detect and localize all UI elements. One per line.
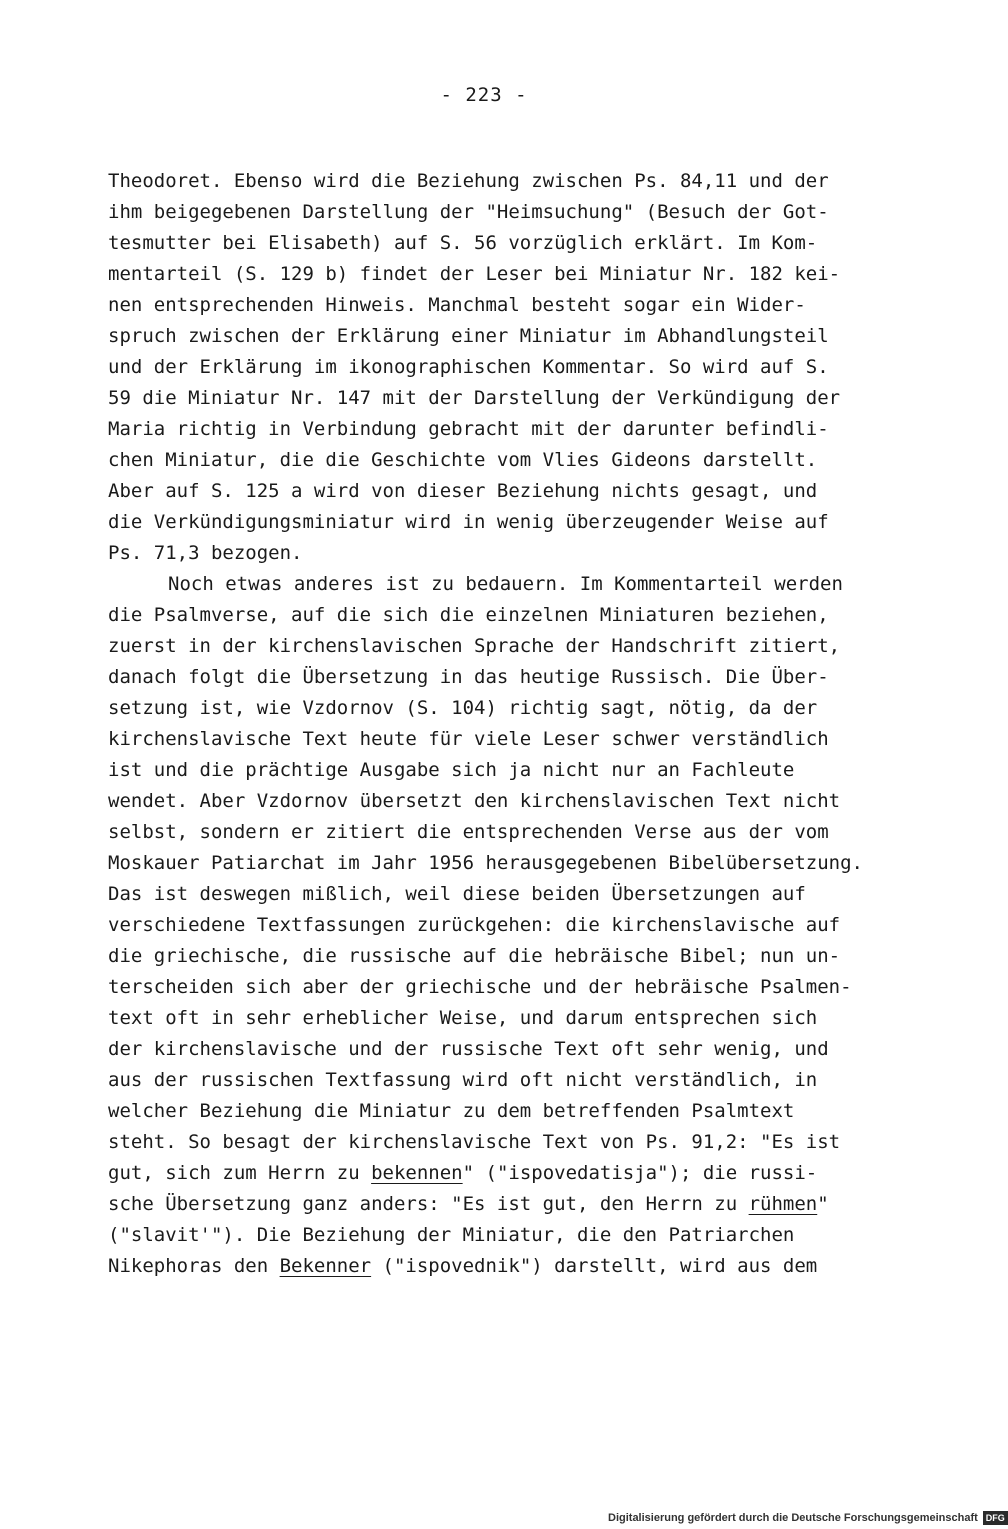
- underlined-word-bekenner: Bekenner: [279, 1255, 372, 1277]
- text-line-22: selbst, sondern er zitiert die entsprechenden Verse aus der vom: [108, 821, 829, 843]
- text-line-20: ist und die prächtige Ausgabe sich ja nicht nur an Fachleute: [108, 759, 795, 781]
- underlined-word-ruehmen: rühmen: [748, 1193, 818, 1215]
- text-line-30: aus der russischen Textfassung wird oft nicht verständlich, in: [108, 1069, 818, 1091]
- text-line-16: zuerst in der kirchenslavischen Sprache der Handschrift zitiert,: [108, 635, 841, 657]
- text-segment: ": [817, 1193, 829, 1215]
- text-line-35: ("slavit'"). Die Beziehung der Miniatur, die den Patriarchen: [108, 1224, 795, 1246]
- text-line-26: die griechische, die russische auf die hebräische Bibel; nun un-: [108, 945, 841, 967]
- dfg-logo-icon: DFG: [983, 1511, 1008, 1525]
- text-line-31: welcher Beziehung die Miniatur zu dem betreffenden Psalmtext: [108, 1100, 795, 1122]
- body-text: [108, 166, 908, 1282]
- text-line-25: verschiedene Textfassungen zurückgehen: die kirchenslavische auf: [108, 914, 841, 936]
- text-line-8: 59 die Miniatur Nr. 147 mit der Darstellung der Verkündigung der: [108, 387, 841, 409]
- text-line-2: ihm beigegebenen Darstellung der "Heimsuchung" (Besuch der Got-: [108, 201, 829, 223]
- text-line-11: Aber auf S. 125 a wird von dieser Beziehung nichts gesagt, und: [108, 480, 818, 502]
- text-line-9: Maria richtig in Verbindung gebracht mit der darunter befindli-: [108, 418, 829, 440]
- text-line-13: Ps. 71,3 bezogen.: [108, 542, 303, 564]
- text-line-23: Moskauer Patiarchat im Jahr 1956 herausgegebenen Bibelübersetzung.: [108, 852, 863, 874]
- text-line-21: wendet. Aber Vzdornov übersetzt den kirchenslavischen Text nicht: [108, 790, 841, 812]
- text-line-27: terscheiden sich aber der griechische und der hebräische Psalmen-: [108, 976, 852, 998]
- text-line-19: kirchenslavische Text heute für viele Leser schwer verständlich: [108, 728, 829, 750]
- text-segment: gut, sich zum Herrn zu: [108, 1162, 372, 1184]
- text-line-33: [108, 1158, 908, 1189]
- text-line-17: danach folgt die Übersetzung in das heutige Russisch. Die Über-: [108, 666, 829, 688]
- text-line-3: tesmutter bei Elisabeth) auf S. 56 vorzüglich erklärt. Im Kom-: [108, 232, 818, 254]
- text-line-32: steht. So besagt der kirchenslavische Text von Ps. 91,2: "Es ist: [108, 1131, 841, 1153]
- text-line-18: setzung ist, wie Vzdornov (S. 104) richtig sagt, nötig, da der: [108, 697, 818, 719]
- text-line-34: [108, 1189, 908, 1220]
- text-segment: " ("ispovedatisja"); die russi-: [462, 1162, 818, 1184]
- text-segment: sche Übersetzung ganz anders: "Es ist gut, den Herrn zu: [108, 1193, 749, 1215]
- footer-text: Digitalisierung gefördert durch die Deutsche Forschungsgemeinschaft: [608, 1512, 978, 1524]
- text-line-7: und der Erklärung im ikonographischen Kommentar. So wird auf S.: [108, 356, 829, 378]
- text-line-29: der kirchenslavische und der russische Text oft sehr wenig, und: [108, 1038, 829, 1060]
- text-line-15: die Psalmverse, auf die sich die einzelnen Miniaturen beziehen,: [108, 604, 829, 626]
- text-line-4: mentarteil (S. 129 b) findet der Leser bei Miniatur Nr. 182 kei-: [108, 263, 841, 285]
- text-line-24: Das ist deswegen mißlich, weil diese beiden Übersetzungen auf: [108, 883, 806, 905]
- text-segment: Nikephoras den: [108, 1255, 280, 1277]
- digitization-footer: [608, 1510, 1008, 1526]
- page-number: - 223 -: [440, 84, 528, 106]
- text-line-5: nen entsprechenden Hinweis. Manchmal besteht sogar ein Wider-: [108, 294, 806, 316]
- text-line-36: [108, 1251, 908, 1282]
- text-line-28: text oft in sehr erheblicher Weise, und darum entsprechen sich: [108, 1007, 818, 1029]
- text-line-6: spruch zwischen der Erklärung einer Miniatur im Abhandlungsteil: [108, 325, 829, 347]
- text-segment: ("ispovednik") darstellt, wird aus dem: [371, 1255, 818, 1277]
- text-line-1: Theodoret. Ebenso wird die Beziehung zwischen Ps. 84,11 und der: [108, 170, 829, 192]
- text-line-12: die Verkündigungsminiatur wird in wenig überzeugender Weise auf: [108, 511, 829, 533]
- underlined-word-bekennen: bekennen: [371, 1162, 463, 1184]
- text-line-14: Noch etwas anderes ist zu bedauern. Im Kommentarteil werden: [168, 573, 843, 595]
- text-line-10: chen Miniatur, die die Geschichte vom Vlies Gideons darstellt.: [108, 449, 818, 471]
